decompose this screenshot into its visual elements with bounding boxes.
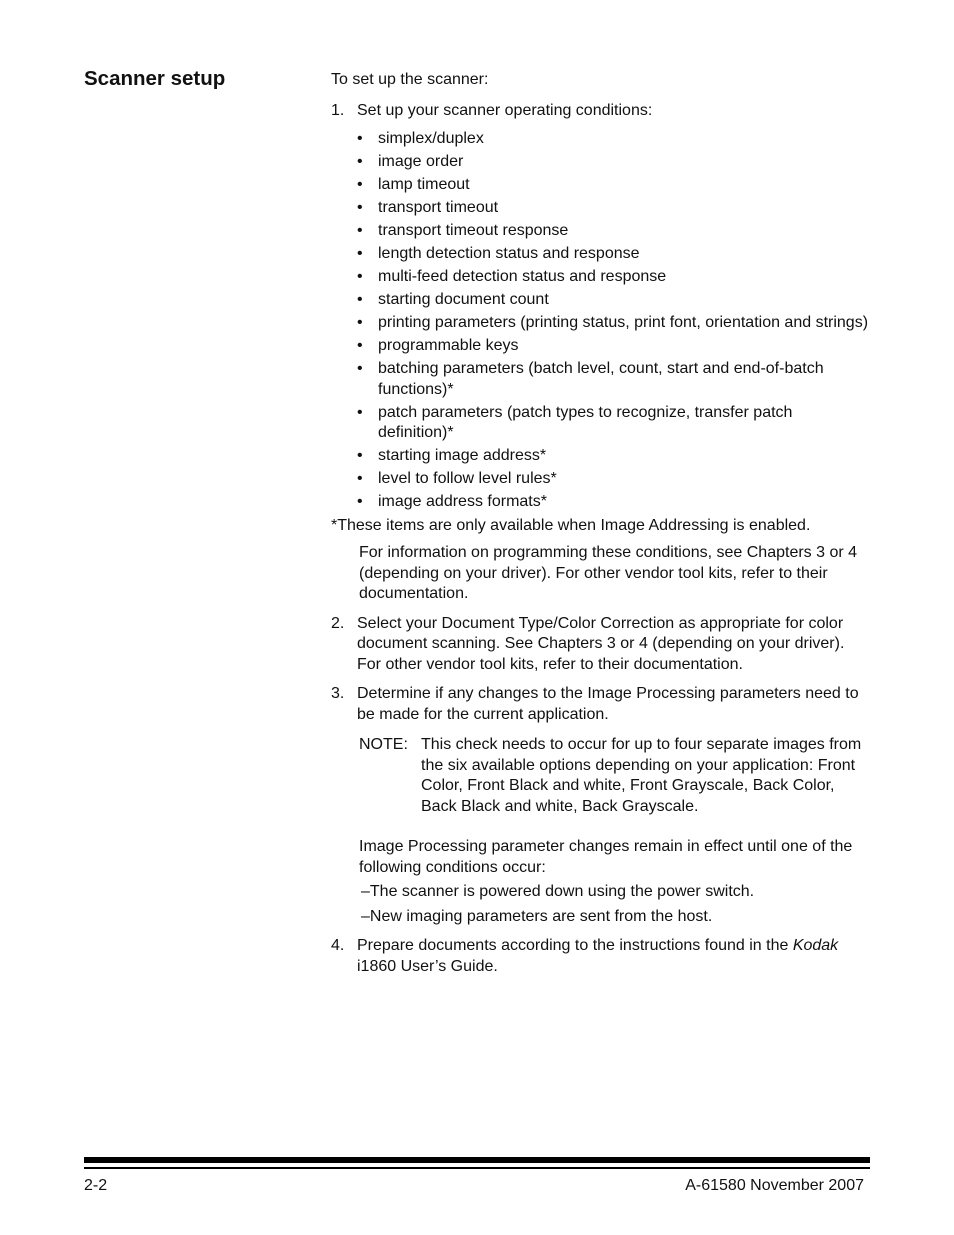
list-item: [357, 336, 871, 357]
bullet-icon: •: [357, 245, 363, 262]
list-item-text: simplex/duplex: [378, 130, 484, 147]
bullet-icon: •: [357, 470, 363, 487]
bullet-icon: •: [357, 493, 363, 510]
list-item: [357, 313, 871, 334]
step-text-part: i1860 User’s Guide.: [357, 957, 498, 975]
operating-conditions-list: [357, 129, 871, 513]
footnote: *These items are only available when Image Addressing is enabled.: [331, 516, 811, 534]
step-text: Select your Document Type/Color Correction as appropriate for color document scanning. See Chapters 3 or 4 (depending on your driver). For other vendor tool kits, refer to their documentation.: [357, 614, 845, 673]
list-item-text: lamp timeout: [378, 176, 470, 193]
bullet-icon: •: [357, 199, 363, 216]
brand-name: Kodak: [792, 937, 839, 954]
list-item-text: printing parameters (printing status, print font, orientation and strings): [378, 314, 869, 331]
list-item-text: patch parameters (patch types to recognize, transfer patch definition)*: [378, 403, 793, 441]
list-item-text: image order: [378, 153, 464, 170]
bullet-icon: •: [357, 360, 363, 377]
bullet-icon: •: [357, 130, 363, 147]
list-item-text: batching parameters (batch level, count, start and end-of-batch functions)*: [378, 360, 824, 398]
step-number: 2.: [331, 614, 345, 632]
list-item: [357, 198, 871, 219]
step-text: [357, 936, 871, 977]
step-2: [331, 614, 871, 676]
step-1: [331, 101, 871, 513]
footer-rule: [84, 1157, 870, 1163]
condition-item: –The scanner is powered down using the power switch.: [361, 883, 755, 900]
bullet-icon: •: [357, 403, 363, 421]
document-id: A-61580 November 2007: [685, 1177, 864, 1194]
step-number: 4.: [331, 937, 345, 954]
list-item: [357, 469, 871, 490]
bullet-icon: •: [357, 291, 363, 308]
step-number: 1.: [331, 101, 345, 119]
list-item-text: transport timeout response: [378, 222, 569, 239]
intro-text: To set up the scanner:: [331, 71, 489, 88]
main-content: [331, 70, 871, 977]
step-3: [331, 684, 871, 725]
bullet-icon: •: [357, 222, 363, 239]
list-item: [357, 175, 871, 196]
list-item-text: starting image address*: [378, 447, 547, 464]
list-item: [357, 244, 871, 265]
list-item: [357, 152, 871, 173]
list-item: [357, 446, 871, 467]
step-text: Determine if any changes to the Image Processing parameters need to be made for the current application.: [357, 685, 859, 723]
list-item: [357, 221, 871, 242]
list-item: [357, 290, 871, 311]
page-number: 2-2: [84, 1177, 108, 1194]
bullet-icon: •: [357, 447, 363, 464]
list-item-text: programmable keys: [378, 337, 519, 354]
list-item-text: length detection status and response: [378, 245, 640, 262]
bullet-icon: •: [357, 176, 363, 193]
footer-rule: [84, 1167, 870, 1169]
bullet-icon: •: [357, 337, 363, 354]
list-item-text: multi-feed detection status and response: [378, 268, 667, 285]
bullet-icon: •: [357, 153, 363, 170]
step-text: Set up your scanner operating conditions:: [357, 101, 653, 119]
bullet-icon: •: [357, 314, 363, 331]
section-heading: Scanner setup: [84, 67, 226, 90]
list-item: [357, 492, 871, 513]
note-label: NOTE:: [359, 736, 408, 753]
condition-item: –New imaging parameters are sent from the host.: [361, 907, 713, 925]
ip-paragraph: Image Processing parameter changes remain in effect until one of the following conditions occur:: [359, 838, 853, 876]
list-item: [357, 403, 871, 444]
info-paragraph: For information on programming these conditions, see Chapters 3 or 4 (depending on your driver). For other vendor tool kits, refer to their documentation.: [359, 544, 858, 602]
step-number: 3.: [331, 685, 345, 702]
step-text-part: Prepare documents according to the instructions found in the: [357, 937, 793, 954]
list-item: [357, 129, 871, 150]
list-item-text: level to follow level rules*: [378, 470, 557, 487]
list-item-text: transport timeout: [378, 199, 499, 216]
bullet-icon: •: [357, 268, 363, 285]
step-4: [331, 936, 871, 977]
list-item-text: image address formats*: [378, 493, 547, 510]
note-text: This check needs to occur for up to four separate images from the six available options depending on your application: Front Color, Front Black and white, Front Grayscale, Back Color, Back Black and white, Back Grayscale.: [421, 736, 862, 815]
list-item-text: starting document count: [378, 291, 549, 308]
list-item: [357, 359, 871, 400]
list-item: [357, 267, 871, 288]
note-block: [359, 735, 871, 817]
